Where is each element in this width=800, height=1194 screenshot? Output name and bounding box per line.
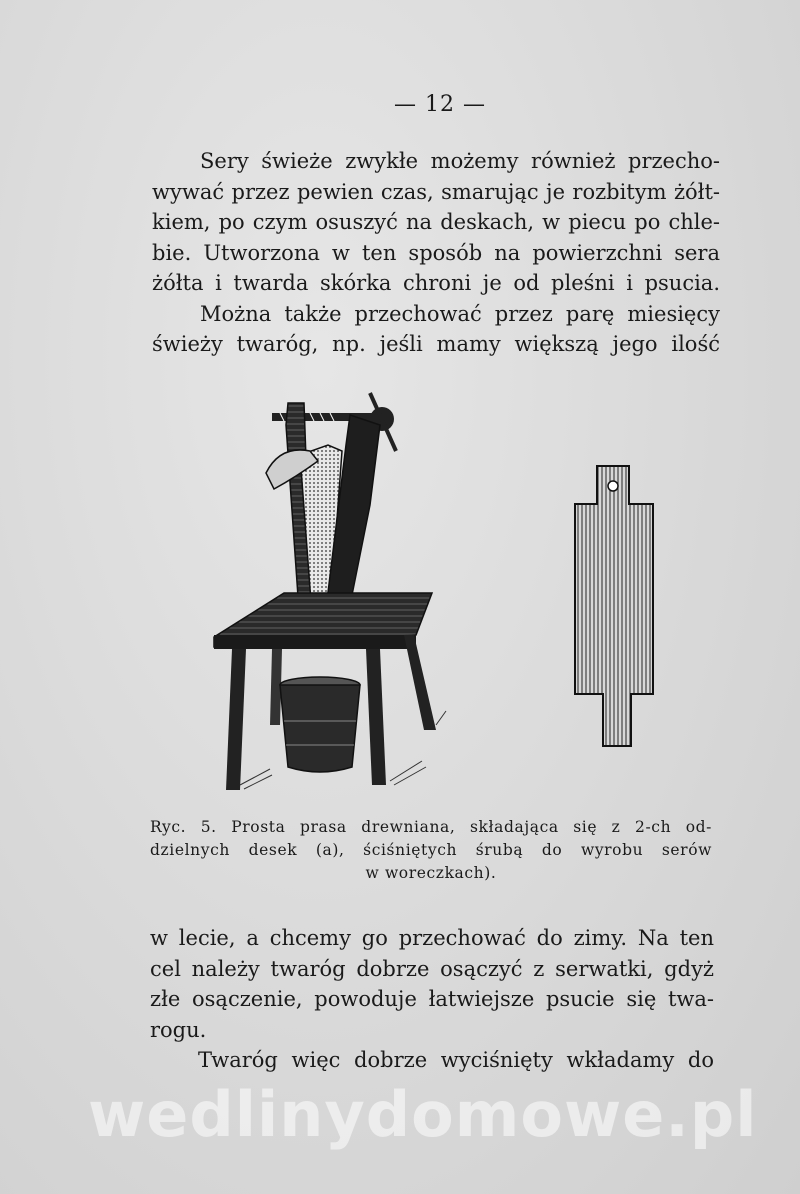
text-line: cel należy twaróg dobrze osączyć z serwatki, gdyż	[150, 956, 714, 981]
text-line: Można także przechować przez parę miesięcy	[200, 301, 720, 326]
watermark: wedlinydomowe.pl	[88, 1078, 758, 1151]
press-board-illustration	[565, 462, 665, 752]
page-number: — 12 —	[394, 92, 486, 117]
text-line: w lecie, a chcemy go przechować do zimy. Na ten	[150, 926, 714, 950]
text-line: kiem, po czym osuszyć na deskach, w piecu po chle-	[152, 210, 720, 234]
text-line: złe osączenie, powoduje łatwiejsze psucie się twa-	[150, 987, 714, 1011]
figure-caption	[150, 816, 712, 885]
caption-line: dzielnych desek (a), ściśniętych śrubą do wyrobu serów	[150, 841, 712, 859]
text-line: bie. Utworzona w ten sposób na powierzchni sera	[152, 240, 720, 265]
text-line: rogu.	[150, 1017, 207, 1042]
text-line: Twaróg więc dobrze wyciśnięty wkładamy do	[198, 1048, 714, 1072]
text-line: Sery świeże zwykłe możemy również przecho-	[200, 149, 720, 173]
text-line: wywać przez pewien czas, smarując je rozbitym żółt-	[152, 179, 720, 204]
caption-line: Ryc. 5. Prosta prasa drewniana, składająca się z 2-ch od-	[150, 818, 712, 836]
cheese-press-illustration	[200, 385, 460, 805]
top-paragraph	[152, 146, 720, 360]
caption-line: w woreczkach).	[365, 864, 497, 882]
bottom-paragraph	[150, 923, 714, 1076]
text-line: świeży twaróg, np. jeśli mamy większą jego ilość	[152, 332, 720, 356]
text-line: żółta i twarda skórka chroni je od pleśni i psucia.	[152, 271, 720, 295]
